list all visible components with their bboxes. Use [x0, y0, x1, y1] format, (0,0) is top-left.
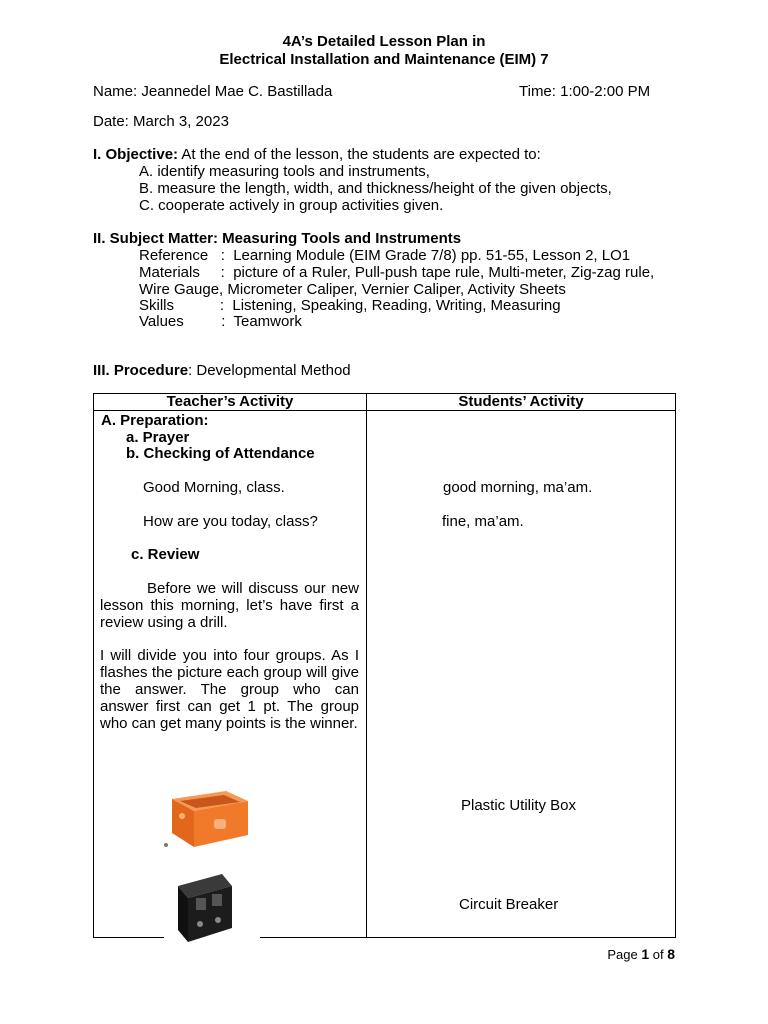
teacher-activity-header: Teacher’s Activity [94, 394, 367, 411]
review-paragraph-2: I will divide you into four groups. As I flashes the picture each group will give the answer. The group who can answer first can get 1 pt. The group who can get many points is the winner. [100, 647, 359, 732]
objective-heading: I. Objective: [93, 146, 179, 163]
circuit-breaker-image [164, 866, 260, 952]
objective-item-c: C. cooperate actively in group activities given. [139, 197, 444, 214]
subject-matter-heading: II. Subject Matter: Measuring Tools and Instruments [93, 230, 462, 247]
lesson-date: Date: March 3, 2023 [93, 113, 229, 130]
table-header-row [94, 394, 676, 411]
students-howare: fine, ma’am. [442, 513, 524, 530]
teacher-howare: How are you today, class? [143, 513, 318, 530]
students-greeting: good morning, ma’am. [443, 479, 593, 496]
review-paragraph-1: Before we will discuss our new lesson this morning, let’s have first a review using a drill. [100, 580, 359, 631]
answer-utility-box: Plastic Utility Box [461, 797, 577, 814]
table-row [94, 411, 676, 938]
materials-line: Materials : picture of a Ruler, Pull-push tape rule, Multi-meter, Zig-zag rule, [139, 264, 655, 281]
procedure-table [93, 393, 676, 938]
reference-line: Reference : Learning Module (EIM Grade 7/8) pp. 51-55, Lesson 2, LO1 [139, 247, 631, 264]
procedure-line [93, 362, 351, 379]
of-word: of [649, 947, 668, 962]
objective-item-b: B. measure the length, width, and thickness/height of the given objects, [139, 180, 612, 197]
objective-intro: At the end of the lesson, the students are expected to: [178, 146, 541, 163]
attendance-item: b. Checking of Attendance [126, 445, 315, 462]
preparation-heading: A. Preparation: [101, 412, 209, 429]
review-heading: c. Review [131, 546, 200, 563]
skills-line: Skills : Listening, Speaking, Reading, Writing, Measuring [139, 297, 561, 314]
utility-box-image [162, 771, 254, 861]
page-number [607, 946, 675, 962]
page-word: Page [607, 947, 642, 962]
objective-line [93, 146, 541, 163]
students-activity-header: Students’ Activity [367, 394, 676, 411]
document-title-line1: 4A’s Detailed Lesson Plan in [282, 33, 486, 50]
teacher-greeting: Good Morning, class. [143, 479, 285, 496]
page-current: 1 [641, 946, 650, 962]
answer-circuit-breaker: Circuit Breaker [459, 896, 559, 913]
document-title-line2: Electrical Installation and Maintenance (EIM) 7 [219, 51, 549, 68]
page-total: 8 [667, 946, 675, 962]
materials-continued: Wire Gauge, Micrometer Caliper, Vernier Caliper, Activity Sheets [139, 281, 566, 298]
teacher-activity-cell [94, 411, 367, 938]
objective-item-a: A. identify measuring tools and instruments, [139, 163, 430, 180]
prayer-item: a. Prayer [126, 429, 190, 446]
procedure-method: : Developmental Method [188, 362, 351, 379]
students-activity-cell [367, 411, 676, 938]
values-line: Values : Teamwork [139, 313, 302, 330]
lesson-time: Time: 1:00-2:00 PM [519, 83, 651, 100]
procedure-heading: III. Procedure [93, 362, 189, 379]
teacher-name: Name: Jeannedel Mae C. Bastillada [93, 83, 333, 100]
